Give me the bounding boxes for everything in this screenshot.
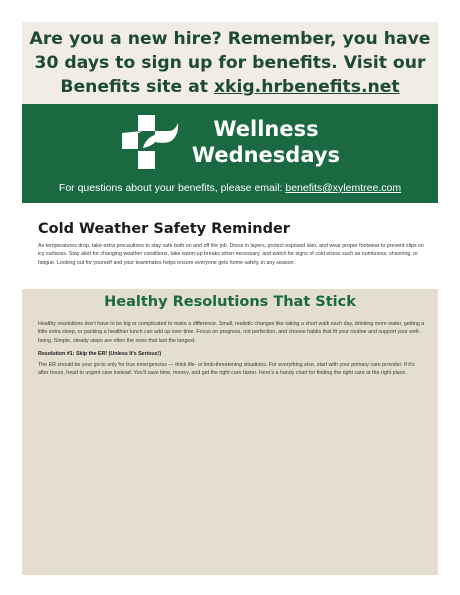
cold-weather-section — [38, 221, 428, 267]
wellness-logo-row — [22, 112, 438, 172]
cold-weather-title: Cold Weather Safety Reminder — [38, 221, 290, 237]
resolutions-intro: Healthy resolutions don't have to be big or complicated to make a difference. Small, realistic changes like taking a short walk each day, drinking more water, getting a little extra sleep, or packing a healthier lunch can add up over time. Focus on progress, not perfection, and choose habits that fit your routine and support your well-being. Simple, steady steps are often the ones that last the longest. — [38, 321, 425, 344]
wellness-title — [192, 116, 340, 168]
headline-line-1: Are you a new hire? Remember, you have — [29, 29, 431, 49]
resolutions-title: Healthy Resolutions That Stick — [104, 294, 356, 310]
wellness-title-line-2: Wednesdays — [191, 143, 341, 167]
headline-line-3: Benefits site at — [60, 77, 214, 97]
resolution-1-body: The ER should be your go-to only for true emergencies — think life- or limb-threatening situations. For everything else, start with your primary care provider. If it's after hours, head to urgent care instead. You'll save time, money, and get the right care faster. Here's a handy chart for finding the right care at the right place. — [38, 362, 415, 377]
new-hire-headline — [30, 27, 431, 99]
contact-prefix: For questions about your benefits, please email: — [58, 182, 286, 194]
wellness-wednesdays-header — [22, 104, 438, 203]
new-hire-banner — [22, 22, 438, 104]
wellness-title-line-1: Wellness — [213, 117, 319, 141]
benefits-email-link[interactable]: benefits@xylemtree.com — [285, 182, 402, 194]
benefits-site-link[interactable]: xkig.hrbenefits.net — [213, 77, 400, 97]
cold-weather-body: As temperatures drop, take extra precautions to stay safe both on and off the job. Dress in layers, protect exposed skin, and wear proper footwear to prevent slips on icy surfaces. Stay alert for changing weather conditions, take warm-up breaks when necessary, and watch for signs of cold stress such as numbness, shivering, or fatigue. Looking out for yourself and your teammates helps ensure everyone gets home safely, in any season. — [38, 243, 424, 266]
resolution-1-heading: Resolution #1: Skip the ER! (Unless It's Serious!) — [38, 351, 162, 357]
healthy-resolutions-section — [22, 289, 438, 575]
benefits-contact-line — [22, 182, 438, 194]
headline-line-2: 30 days to sign up for benefits. Visit our — [34, 53, 426, 73]
cross-leaf-icon — [120, 113, 180, 171]
